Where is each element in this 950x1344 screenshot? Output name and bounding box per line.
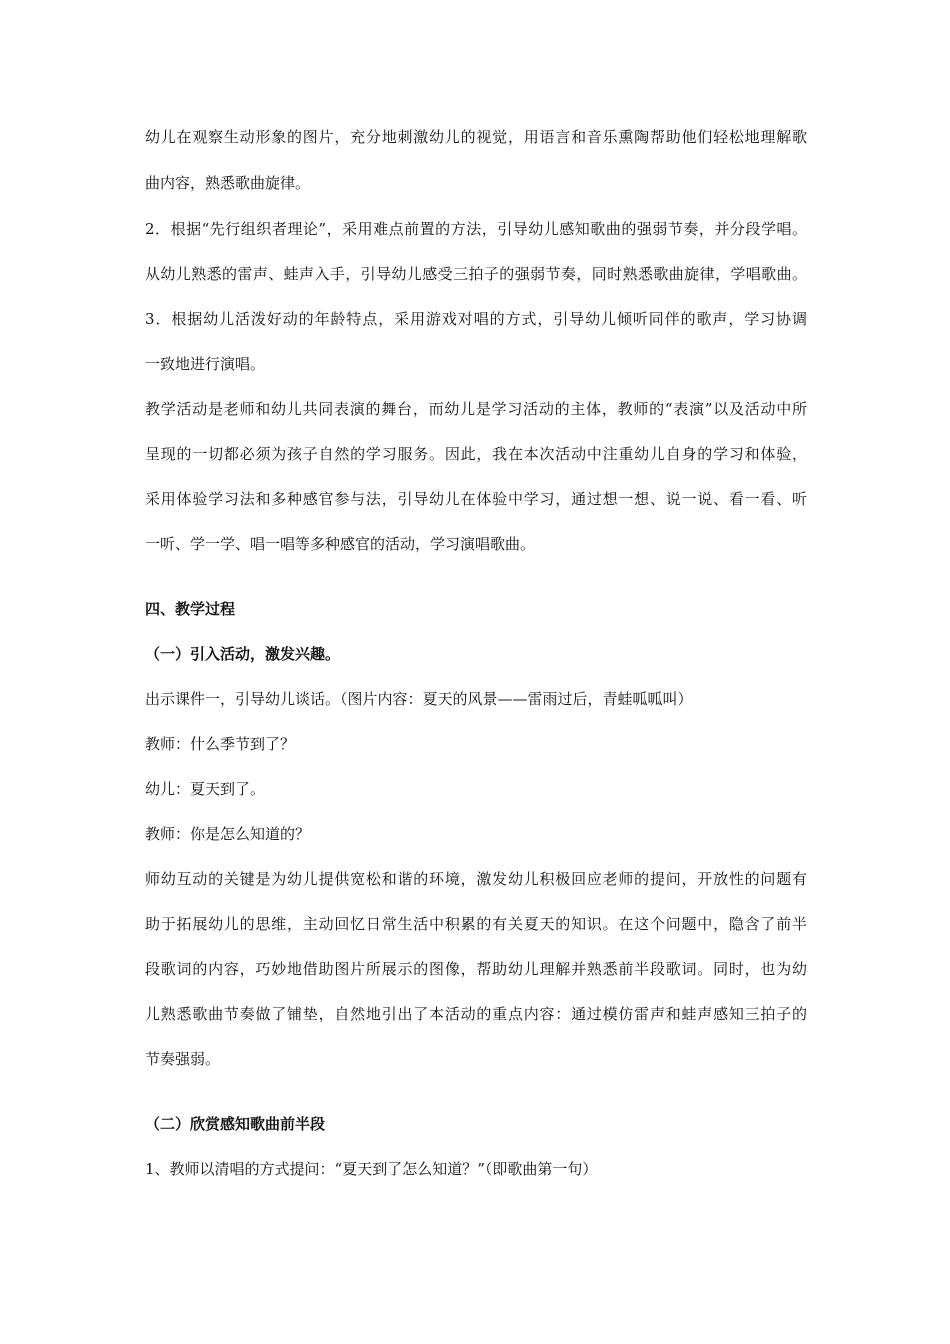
dialogue-line: 教师：什么季节到了？ bbox=[145, 735, 296, 753]
section-heading: 四、教学过程 bbox=[145, 600, 236, 618]
subsection-heading: （一）引入活动，激发兴趣。 bbox=[145, 645, 341, 663]
paragraph-line: 助于拓展幼儿的思维，主动回忆日常生活中积累的有关夏天的知识。在这个问题中，隐含了前半 bbox=[145, 915, 807, 933]
subsection-heading: （二）欣赏感知歌曲前半段 bbox=[145, 1115, 326, 1133]
paragraph-line: 采用体验学习法和多种感官参与法，引导幼儿在体验中学习，通过想一想、说一说、看一看、听 bbox=[145, 490, 807, 508]
paragraph-line: 教学活动是老师和幼儿共同表演的舞台，而幼儿是学习活动的主体，教师的“表演”以及活动中所 bbox=[145, 400, 807, 418]
paragraph-line: 曲内容，熟悉歌曲旋律。 bbox=[145, 174, 311, 192]
paragraph-line: 一致地进行演唱。 bbox=[145, 355, 266, 373]
paragraph-line: 节奏强弱。 bbox=[145, 1050, 221, 1068]
paragraph-line: 3．根据幼儿活泼好动的年龄特点，采用游戏对唱的方式，引导幼儿倾听同伴的歌声，学习协调 bbox=[145, 310, 807, 328]
paragraph-line: 段歌词的内容，巧妙地借助图片所展示的图像，帮助幼儿理解并熟悉前半段歌词。同时，也为幼 bbox=[145, 960, 807, 978]
paragraph-line: 出示课件一，引导幼儿谈话。（图片内容：夏天的风景——雷雨过后，青蛙呱呱叫） bbox=[145, 690, 693, 708]
dialogue-line: 教师：你是怎么知道的？ bbox=[145, 825, 311, 843]
paragraph-line: 1、教师以清唱的方式提问：“夏天到了怎么知道？”（即歌曲第一句） bbox=[145, 1160, 598, 1178]
paragraph-line: 幼儿在观察生动形象的图片，充分地刺激幼儿的视觉，用语言和音乐熏陶帮助他们轻松地理解歌 bbox=[145, 128, 807, 146]
paragraph-line: 师幼互动的关键是为幼儿提供宽松和谐的环境，激发幼儿积极回应老师的提问，开放性的问题有 bbox=[145, 870, 807, 888]
dialogue-line: 幼儿：夏天到了。 bbox=[145, 780, 266, 798]
paragraph-line: 一听、学一学、唱一唱等多种感官的活动，学习演唱歌曲。 bbox=[145, 535, 536, 553]
paragraph-line: 从幼儿熟悉的雷声、蛙声入手，引导幼儿感受三拍子的强弱节奏，同时熟悉歌曲旋律，学唱歌曲。 bbox=[145, 265, 807, 283]
paragraph-line: 呈现的一切都必须为孩子自然的学习服务。因此，我在本次活动中注重幼儿自身的学习和体验， bbox=[145, 445, 807, 463]
paragraph-line: 2．根据“先行组织者理论”，采用难点前置的方法，引导幼儿感知歌曲的强弱节奏，并分段学唱。 bbox=[145, 220, 807, 238]
paragraph-line: 儿熟悉歌曲节奏做了铺垫，自然地引出了本活动的重点内容：通过模仿雷声和蛙声感知三拍子的 bbox=[145, 1005, 807, 1023]
